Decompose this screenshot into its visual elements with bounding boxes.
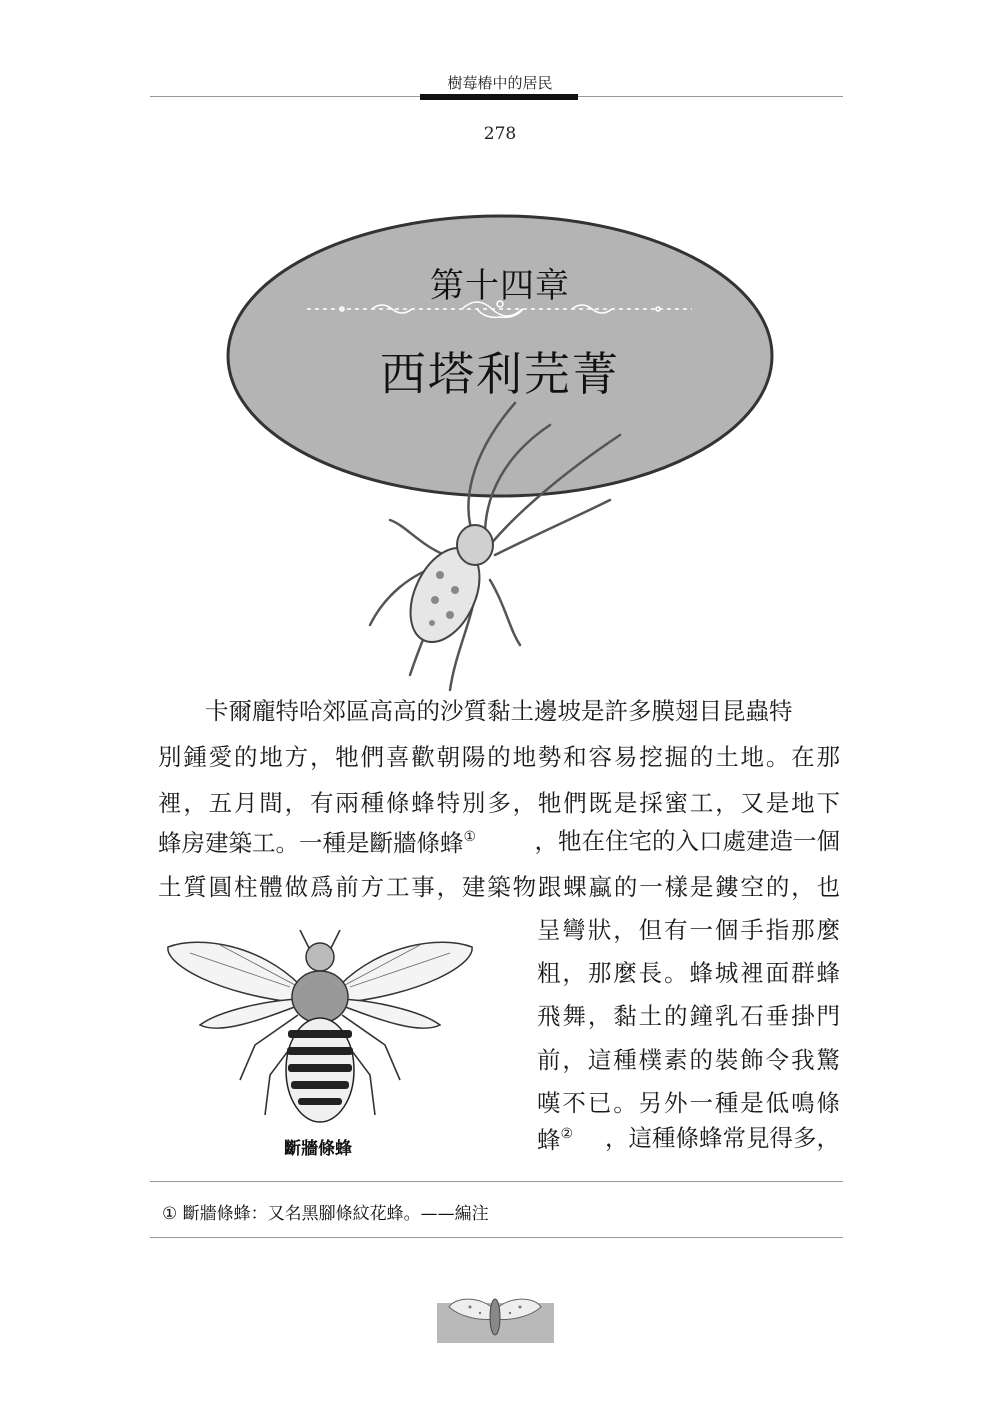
figure-caption: 斷牆條蜂 bbox=[284, 1139, 352, 1159]
body-line-5: 土質圓柱體做爲前方工事，建築物跟蜾蠃的一樣是鏤空的，也 bbox=[158, 873, 840, 901]
body-line-3: 裡，五月間，有兩種條蜂特別多，牠們既是採蜜工，又是地下 bbox=[158, 789, 840, 817]
body-right-6-a: 蜂② bbox=[537, 1126, 574, 1154]
footnote: ① 斷牆條蜂：又名黑腳條紋花蜂。——編注 bbox=[162, 1204, 489, 1224]
footnote-mark-1: ① bbox=[463, 829, 477, 845]
bee-illustration bbox=[160, 925, 480, 1135]
body-line-4-b: ，牠在住宅的入口處建造一個 bbox=[534, 827, 840, 855]
spider-illustration bbox=[350, 395, 630, 695]
running-title: 樹莓樁中的居民 bbox=[447, 74, 553, 92]
body-right-1: 呈彎狀，但有一個手指那麼 bbox=[537, 916, 840, 944]
body-right-4: 前，這種樸素的裝飾令我驚 bbox=[537, 1046, 840, 1074]
body-line-1: 卡爾龐特哈郊區高高的沙質黏土邊坡是許多膜翅目昆蟲特 bbox=[205, 697, 793, 725]
body-right-6 bbox=[537, 1124, 840, 1154]
body-right-3: 飛舞，黏土的鐘乳石垂掛門 bbox=[537, 1002, 840, 1030]
chapter-title: 西塔利芫菁 bbox=[380, 347, 620, 401]
moth-icon bbox=[445, 1285, 545, 1345]
body-line-4-a: 蜂房建築工。一種是斷牆條蜂① bbox=[158, 829, 477, 857]
page-number: 278 bbox=[483, 124, 517, 144]
footnote-rule-bottom bbox=[150, 1237, 843, 1238]
body-right-5: 嘆不已。另外一種是低鳴條 bbox=[537, 1089, 840, 1117]
chapter-number: 第十四章 bbox=[430, 266, 570, 306]
body-right-2: 粗，那麼長。蜂城裡面群蜂 bbox=[537, 959, 840, 987]
footnote-mark-2: ② bbox=[560, 1126, 574, 1142]
header-bar bbox=[420, 94, 578, 100]
body-right-6-b: ，這種條蜂常見得多， bbox=[605, 1124, 840, 1152]
body-line-4 bbox=[158, 827, 840, 857]
footnote-rule-top bbox=[150, 1181, 843, 1182]
body-line-2: 別鍾愛的地方，牠們喜歡朝陽的地勢和容易挖掘的土地。在那 bbox=[158, 743, 840, 771]
